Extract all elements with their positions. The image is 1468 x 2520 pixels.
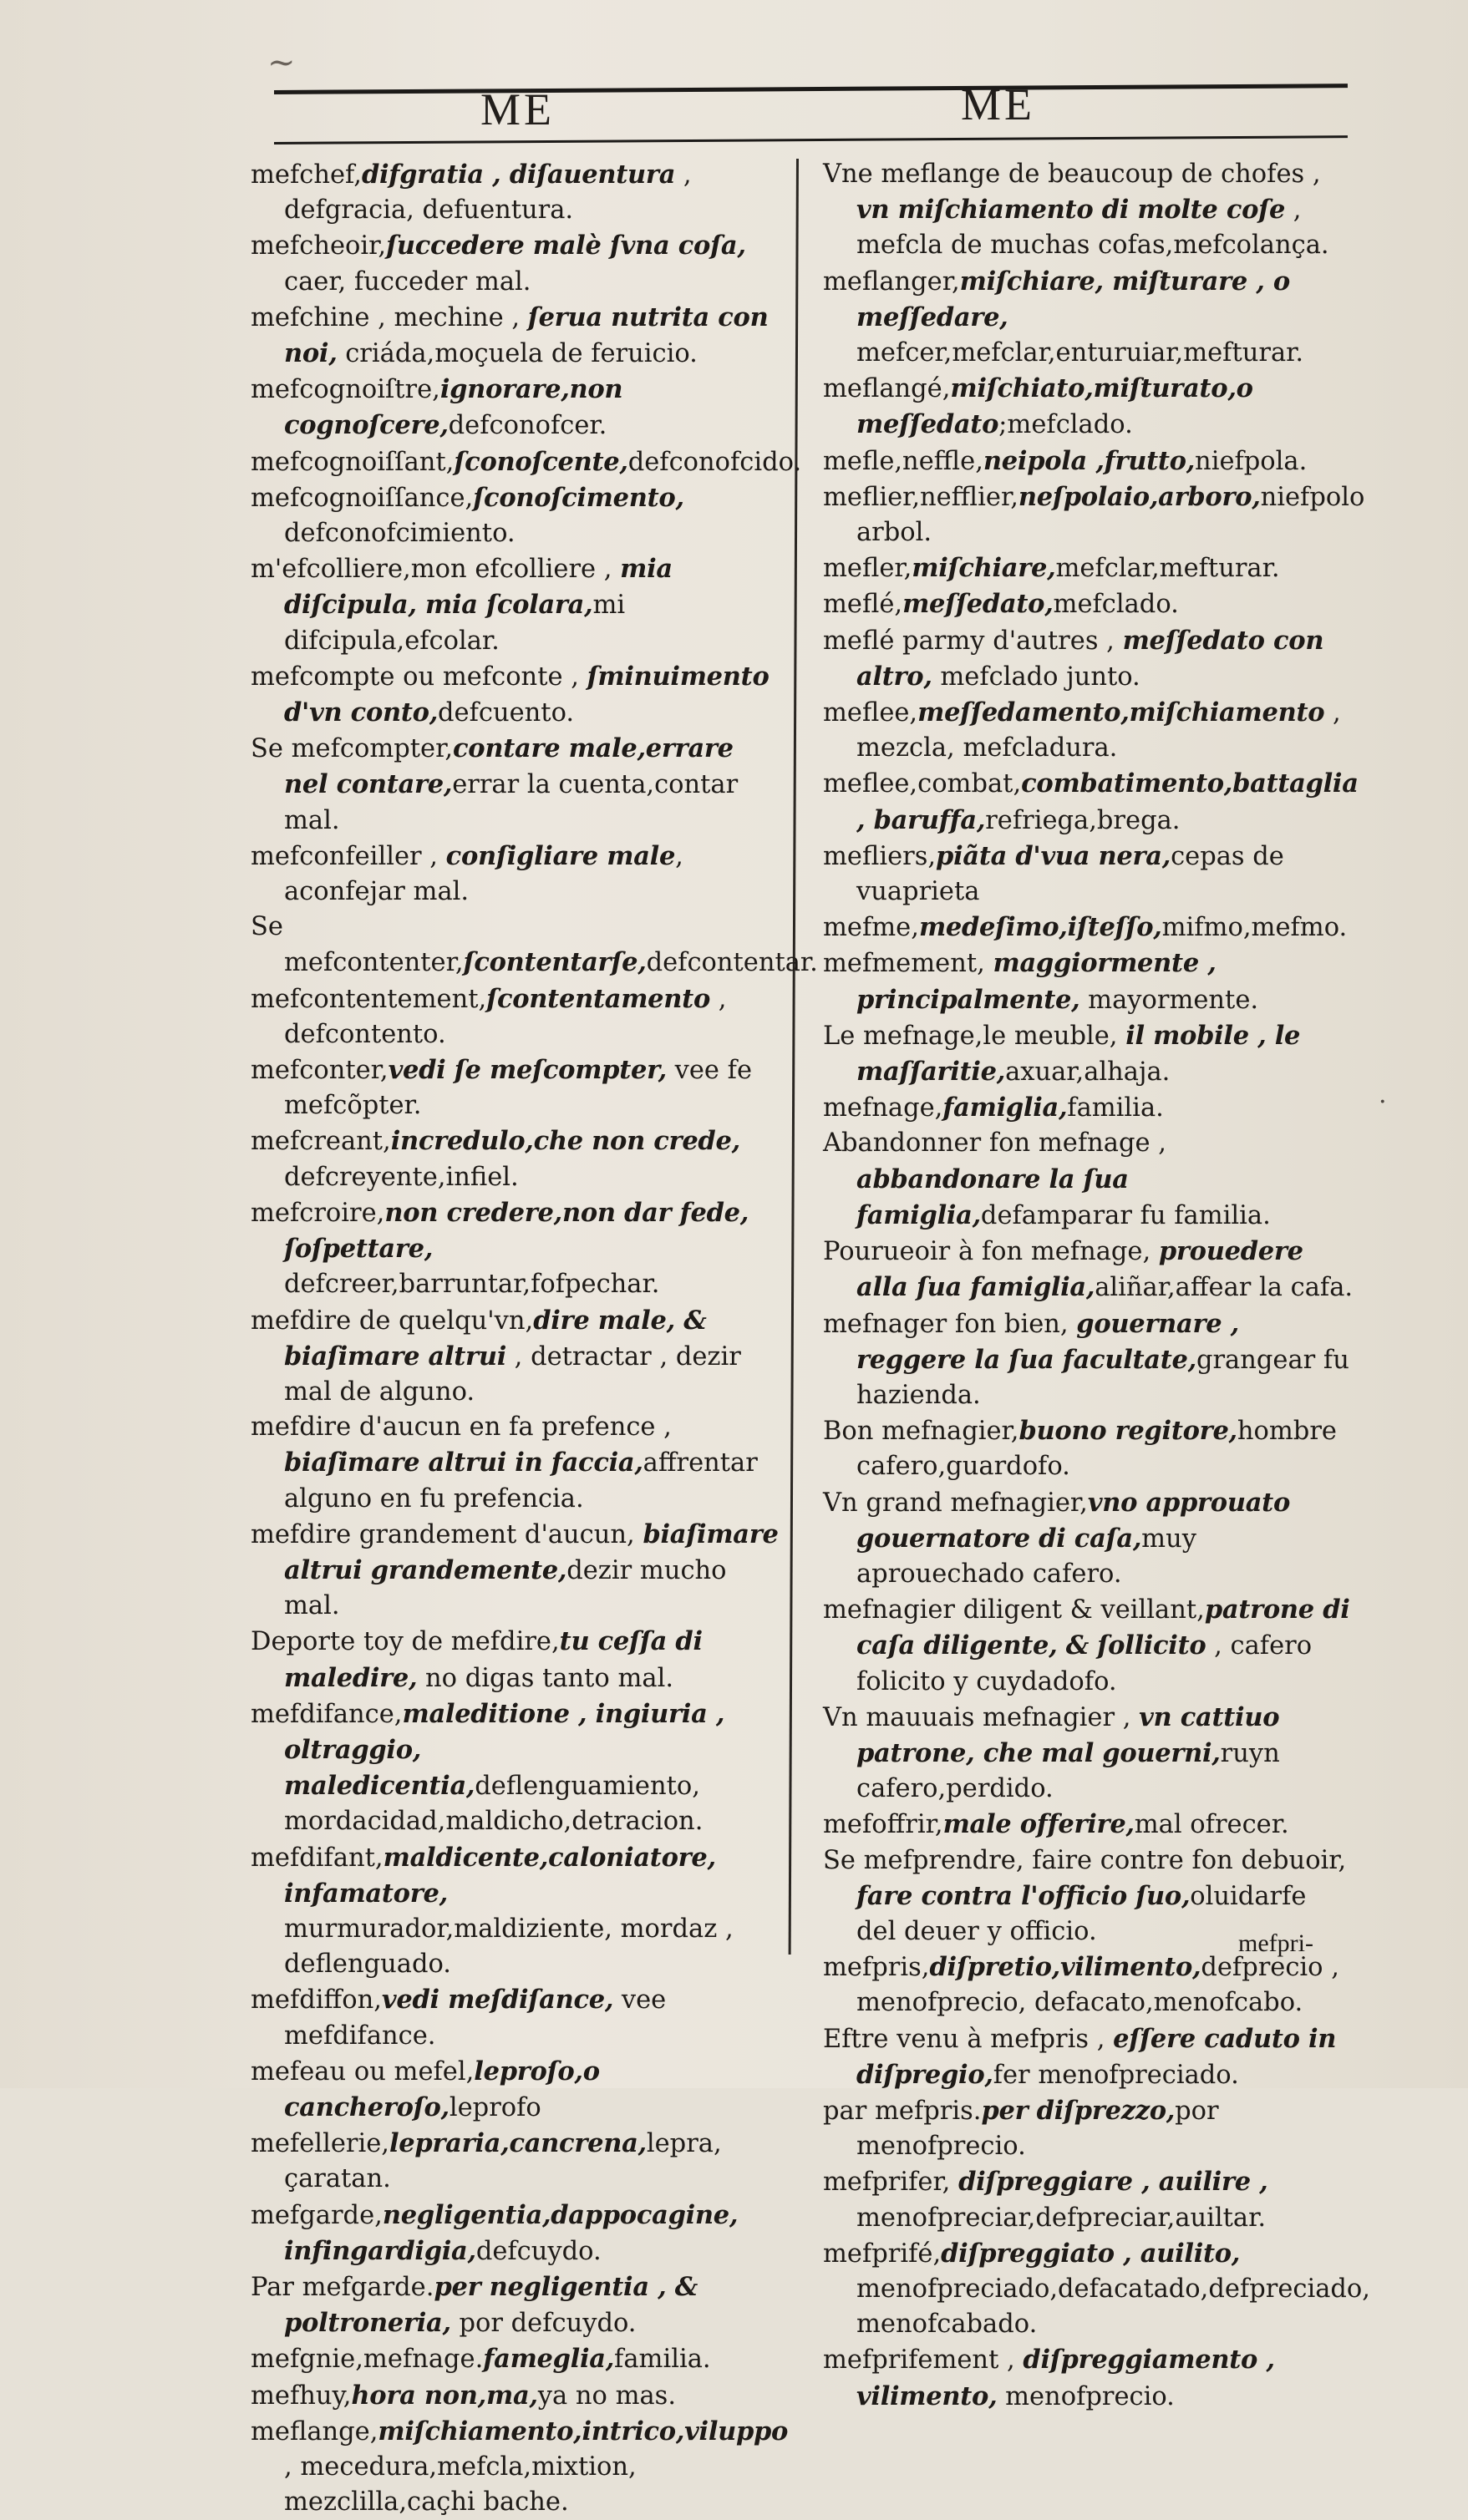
dictionary-entry [823,1700,1354,1808]
entry-headword: mefdire grandement d'aucun, [251,1519,643,1549]
dictionary-entry [823,2164,1354,2235]
entry-spanish: ;mefclado. [998,410,1133,440]
dictionary-entry [251,1840,781,1983]
dictionary-entry [823,2236,1370,2343]
catchword: mefpri- [1238,1929,1313,1957]
entry-spanish: errar la cuenta,contar mal. [284,770,739,835]
entry-spanish: menofpreciado,defacatado,defpreciado, menofcabado. [856,2274,1370,2340]
entry-italian: il mobile , le maſſaritie, [856,1020,1301,1088]
entry-italian: per negligentia , & poltroneria, [284,2271,698,2339]
entry-italian: fare contra l'officio ſuo, [856,1880,1191,1911]
entry-headword: meflee,combat, [823,769,1022,799]
entry-italian: medeſimo,iſteſſo, [918,912,1162,943]
entry-italian: buono regitore, [1018,1416,1237,1447]
entry-italian: ſcontentamento [486,983,710,1014]
entry-italian: meſſedato, [902,589,1054,620]
dictionary-entry [251,1303,781,1411]
dictionary-entry [251,551,781,659]
entry-italian: vno approuato gouernatore di caſa, [856,1487,1291,1554]
entry-spanish: , cafero folicito y cuydadofo. [856,1631,1313,1696]
entry-headword: Par mefgarde. [251,2272,434,2302]
entry-headword: mefgarde, [251,2200,383,2230]
entry-spanish: por menofprecio. [856,2096,1219,2162]
dictionary-entry [251,372,781,444]
dictionary-entry [823,479,1365,550]
entry-italian: ſminuimento d'vn conto, [284,661,770,728]
entry-headword: mefprifer, [823,2168,959,2198]
entry-spanish: mal ofrecer. [1134,1810,1289,1840]
entry-headword: mefconter, [251,1056,389,1086]
entry-spanish: leprofo [449,2092,541,2122]
entry-italian: ſconoſcente, [454,446,628,477]
dictionary-entry [251,1123,781,1194]
dictionary-entry [823,2342,1354,2414]
dictionary-entry [823,695,1354,766]
entry-headword: meflé, [823,590,903,620]
entry-italian: ſuccedere malè ſvna coſa, [386,231,746,261]
entry-spanish: mi difcipula,efcolar. [284,591,626,656]
entry-headword: mefdire de quelqu'vn, [251,1306,534,1336]
dictionary-entry [251,2054,781,2126]
entry-spanish: mayormente. [1079,985,1259,1015]
entry-headword: mefeau ou mefel, [251,2056,475,2086]
dictionary-entry [823,946,1354,1017]
entry-headword: mefcreant, [251,1127,391,1157]
entry-spanish: vee mefdifance. [284,1985,667,2051]
entry-spanish: , mezcla, mefcladura. [856,698,1341,763]
entry-spanish: por defcuydo. [450,2309,637,2339]
entry-spanish: axuar,alhaja. [1005,1057,1171,1088]
entry-headword: Pourueoir à fon mefnage, [823,1237,1159,1267]
dictionary-entry [823,1807,1354,1843]
entry-italian: tu ceſſa di maledire, [284,1626,703,1693]
entry-spanish: niefpolo arbol. [856,482,1365,548]
entry-headword: meflier,nefflier, [823,482,1018,512]
entry-italian: contare male,errare nel contare, [284,733,734,800]
entry-italian: hora non,ma, [351,2380,538,2411]
entry-headword: meflanger, [823,266,960,297]
entry-italian: abbandonare la ſua famiglia, [856,1164,1129,1230]
entry-headword: mefgnie,mefnage. [251,2345,484,2375]
entry-italian: incredulo,che non crede, [390,1126,740,1157]
entry-spanish: ya no mas. [537,2381,677,2411]
entry-headword: mefellerie, [251,2129,389,2159]
entry-spanish: grangear fu hazienda. [856,1345,1349,1410]
dictionary-entry [823,1592,1354,1700]
ornament-mark: ~ [267,43,296,82]
entry-italian: maldicente,caloniatore, infamatore, [284,1842,716,1909]
entry-spanish: affrentar alguno en fu prefencia. [284,1448,758,1514]
dictionary-entry [251,2126,781,2197]
entry-italian: vedi ſe meſcompter, [388,1055,667,1086]
entry-italian: famiglia, [942,1093,1068,1123]
entry-spanish: mefclado junto. [932,662,1140,692]
dictionary-entry [251,1052,781,1123]
entry-spanish: defconofcimiento. [284,519,516,549]
dictionary-entry [251,157,781,228]
entry-spanish: vee fe mefcõpter. [284,1056,753,1121]
entry-italian: ſcontentarſe, [463,947,647,978]
entry-spanish: defprecio , menofprecio, defacato,menofcabo. [856,1953,1339,2018]
entry-headword: Se mefcompter, [251,734,454,764]
entry-headword: mefcroire, [251,1198,385,1228]
entry-headword: Vne meflange de beaucoup de chofes , [823,160,1321,189]
entry-headword: Abandonner fon mefnage , [823,1128,1166,1159]
entry-headword: Vn mauuais mefnagier , [823,1702,1140,1732]
entry-headword: meflange, [251,2416,378,2446]
entry-spanish: dezir mucho mal. [284,1555,727,1621]
dictionary-entry [823,766,1359,838]
entry-headword: meflee, [823,698,918,728]
dictionary-entry [823,910,1354,946]
entry-headword: mefpris, [823,1953,930,1983]
entry-italian: vn miſchiamento di molte coſe [856,195,1286,226]
entry-italian: maleditione , ingiuria , oltraggio, maledicentia, [284,1698,725,1802]
margin-dot: · [1379,1088,1387,1117]
dictionary-entry [823,1126,1354,1234]
entry-headword: mefconfeiller , [251,841,446,871]
entry-headword: mefle,neffle, [823,446,983,476]
entry-italian: diſpreggiato , auilito, [941,2238,1241,2269]
entry-spanish: menofpreciar,defpreciar,auiltar. [856,2203,1267,2233]
entry-italian: leproſo,o cancheroſo, [284,2056,600,2122]
entry-spanish: , defgracia, defuentura. [284,160,692,226]
dictionary-entry [823,1485,1354,1593]
entry-spanish: defcuento. [438,698,575,728]
entry-headword: mefchine , mechine , [251,302,528,332]
entry-spanish: menofprecio. [997,2381,1175,2411]
entry-italian: diſpretio,vilimento, [929,1952,1201,1983]
entry-spanish: deflenguamiento, mordacidad,maldicho,detracion. [284,1772,704,1837]
running-head-right: ME [961,79,1035,129]
entry-spanish: lepra, çaratan. [284,2129,722,2194]
dictionary-entry [251,2414,789,2520]
dictionary-entry [823,839,1354,910]
running-head-left: ME [480,84,555,134]
entry-headword: par mefpris. [823,2096,982,2126]
entry-spanish: oluidarfe del deuer y officio. [856,1881,1307,1946]
dictionary-entry [823,1234,1354,1306]
entry-spanish: defcreer,barruntar,fofpechar. [284,1270,660,1300]
entry-spanish: defcuydo. [475,2236,602,2266]
entry-headword: mefcognoiſſance, [251,483,474,513]
dictionary-entry [251,1624,781,1696]
dictionary-entry [823,1950,1354,2021]
entry-italian: male offerire, [942,1809,1135,1840]
entry-italian: lepraria,cancrena, [389,2128,647,2159]
entry-spanish: no digas tanto mal. [417,1663,674,1693]
entry-italian: non credere,non dar fede, ſoſpettare, [284,1197,749,1265]
entry-italian: biaſimare altrui grandemente, [284,1519,779,1585]
dictionary-entry [251,910,818,981]
entry-headword: Deporte toy de mefdire, [251,1627,560,1657]
dictionary-entry [823,586,1354,622]
entry-spanish: mefclar,mefturar. [1055,554,1280,584]
entry-spanish: refriega,brega. [985,805,1181,835]
entry-italian: combatimento,battaglia , baruffa, [856,768,1359,835]
entry-spanish: mifmo,mefmo. [1161,913,1348,943]
entry-italian: maggiormente , principalmente, [856,948,1217,1015]
entry-spanish: hombre cafero,guardofo. [856,1417,1337,1482]
column-divider [789,159,799,1955]
dictionary-entry [251,659,781,731]
dictionary-entry [251,444,802,480]
entry-italian: diſpreggiare , auilire , [958,2167,1268,2198]
entry-italian: miſchiare, miſturare , o meſſedare, [856,266,1290,332]
dictionary-entry [251,228,781,299]
entry-spanish: ruyn cafero,perdido. [856,1738,1280,1804]
entry-spanish: familia. [614,2345,711,2375]
dictionary-entry [823,444,1354,479]
entry-italian: conſigliare male [445,840,676,871]
entry-headword: m'efcolliere,mon efcolliere , [251,555,621,585]
entry-italian: diſpreggiamento , vilimento, [856,2345,1275,2411]
entry-italian: miſchiamento,intrico,viluppo [378,2416,789,2446]
entry-spanish: fer menofpreciado. [993,2060,1239,2090]
left-column [251,157,818,2520]
entry-headword: Se mefcontenter, [251,912,464,978]
entry-spanish: muy aprouechado cafero. [856,1524,1196,1589]
entry-italian: miſchiare, [912,553,1056,584]
dictionary-entry [251,839,781,910]
entry-spanish: mefclado. [1053,590,1179,620]
entry-headword: meflé parmy d'autres , [823,626,1123,656]
entry-italian: neipola ,frutto, [983,445,1196,476]
dictionary-entry [823,623,1354,695]
entry-headword: mefdire d'aucun en fa prefence , [251,1412,672,1443]
entry-italian: miſchiato,miſturato,o meſſedato [856,373,1253,440]
entry-headword: mefcontentement, [251,984,487,1014]
entry-headword: mefoffrir, [823,1810,943,1840]
entry-spanish: familia. [1067,1093,1164,1123]
entry-headword: mefnage, [823,1093,943,1123]
dictionary-entry [251,2269,781,2341]
entry-spanish: caer, fucceder mal. [284,266,531,297]
entry-spanish: defconofcido. [627,447,802,477]
entry-headword: Se mefprendre, faire contre fon debuoir, [823,1845,1347,1875]
dictionary-entry [823,157,1354,264]
entry-italian: vedi meſdiſance, [381,1985,614,2015]
entry-headword: meflangé, [823,374,951,404]
entry-italian: negligentia,dappocagine, infingardigia, [284,2199,739,2266]
entry-italian: mia diſcipula, mia ſcolara, [284,554,673,621]
entry-italian: neſpolaio,arboro, [1018,481,1261,512]
entry-headword: mefprifé, [823,2239,942,2269]
entry-spanish: , mefcla de muchas cofas,mefcolança. [856,195,1329,261]
dictionary-entry [823,550,1354,586]
entry-italian: ignorare,non cognoſcere, [284,374,623,441]
entry-italian: ſconoſcimento, [473,482,684,513]
entry-headword: Le mefnage,le meuble, [823,1021,1126,1051]
entry-spanish: , defcontento. [284,984,727,1049]
entry-headword: Eftre venu à mefpris , [823,2024,1114,2054]
entry-spanish: murmurador,maldiziente, mordaz , deflenguado. [284,1914,734,1980]
dictionary-entry [823,1306,1354,1414]
entry-italian: piãta d'vua nera, [936,840,1171,871]
entry-headword: mefhuy, [251,2381,352,2411]
entry-spanish: aliñar,affear la cafa. [1095,1273,1354,1303]
entry-italian: biaſimare altrui in faccia, [284,1448,643,1478]
entry-spanish: niefpola. [1195,446,1308,476]
entry-spanish: criáda,moçuela de feruicio. [337,339,698,369]
entry-headword: mefcognoiſtre, [251,375,440,405]
entry-headword: mefliers, [823,841,937,871]
entry-spanish: defamparar fu familia. [980,1200,1271,1230]
dictionary-entry [823,1090,1354,1126]
entry-spanish: , aconfejar mal. [284,841,683,907]
entry-headword: mefcompte ou mefconte , [251,662,587,692]
entry-italian: vn cattiuo patrone, che mal gouerni, [856,1701,1280,1768]
dictionary-entry [251,1410,781,1517]
entry-headword: mefdifance, [251,1699,403,1729]
dictionary-entry [823,2021,1354,2093]
entry-spanish: , mecedura,mefcla,mixtion, mezclilla,caçhi bache. [284,2452,637,2517]
entry-headword: Bon mefnagier, [823,1417,1019,1447]
entry-headword: mefdifant, [251,1843,384,1873]
entry-headword: mefnager fon bien, [823,1309,1077,1339]
entry-headword: mefchef, [251,160,362,190]
entry-italian: ſerua nutrita con noi, [284,302,769,369]
entry-headword: mefdiffon, [251,1985,382,2015]
entry-spanish: defcontentar. [646,948,818,978]
dictionary-entry [251,2341,781,2377]
entry-headword: Vn grand mefnagier, [823,1488,1088,1518]
dictionary-entry [251,731,781,839]
dictionary-entry [251,1982,781,2053]
entry-italian: meſſedamento,miſchiamento [917,697,1325,728]
header-rule-bottom [274,135,1348,145]
dictionary-entry [823,2093,1354,2164]
dictionary-entry [251,480,781,551]
entry-italian: prouedere alla ſua famiglia, [856,1236,1303,1303]
entry-italian: patrone di caſa diligente, & ſollicito [856,1595,1350,1661]
dictionary-entry [251,981,781,1052]
dictionary-entry [251,1195,781,1303]
right-column [823,157,1370,2415]
dictionary-entry [251,300,781,372]
dictionary-entry [251,1696,781,1840]
dictionary-entry [823,1018,1354,1090]
entry-headword: mefmement, [823,949,993,979]
entry-italian: gouernare , reggere la ſua facultate, [856,1308,1239,1375]
entry-spanish: , detractar , dezir mal de alguno. [284,1341,741,1407]
entry-headword: mefcheoir, [251,231,387,261]
entry-italian: eſſere caduto in diſpregio, [856,2023,1337,2090]
entry-headword: mefme, [823,913,919,943]
entry-italian: per diſprezzo, [981,2095,1176,2126]
entry-headword: mefler, [823,554,912,584]
entry-italian: difgratia , diſauentura [361,160,676,190]
entry-spanish: mefcer,mefclar,enturuiar,mefturar. [856,338,1304,368]
entry-italian: meſſedato con altro, [856,625,1324,692]
dictionary-entry [251,2378,781,2414]
entry-spanish: defcreyente,infiel. [284,1162,519,1192]
dictionary-entry [251,1517,781,1625]
entry-italian: dire male, & biaſimare altrui [284,1305,707,1372]
dictionary-entry [823,1413,1354,1484]
header-rule-top [274,84,1348,94]
dictionary-entry [823,264,1354,372]
entry-headword: mefnagier diligent & veillant, [823,1595,1205,1625]
entry-headword: mefcognoiſſant, [251,447,455,477]
entry-italian: fameglia, [483,2344,615,2375]
dictionary-entry [251,2198,781,2269]
entry-spanish: cepas de vuaprieta [856,841,1284,907]
entry-spanish: defconofcer. [448,411,607,441]
dictionary-entry [823,371,1354,443]
entry-headword: mefprifement , [823,2345,1024,2375]
